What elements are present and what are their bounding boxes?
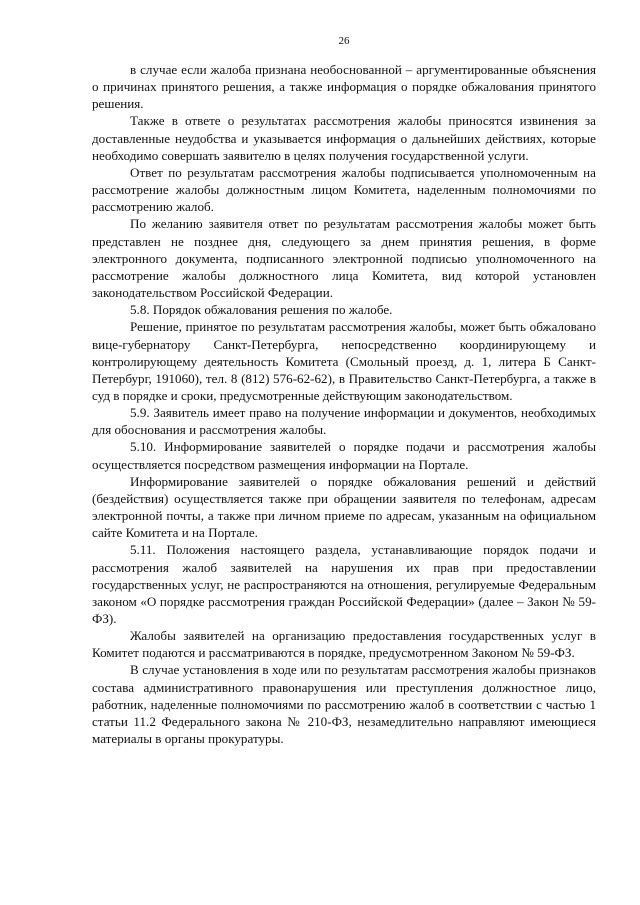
paragraph-prosecution: В случае установления в ходе или по результатам рассмотрения жалобы признаков состава административного правонарушения или преступления должностное лицо, работник, наделенные полномочиями по рассмотрению жалоб в соответствии с частью 1 статьи 11.2 Федерального закона № 210-ФЗ, незамедлительно направляют имеющиеся материалы в органы прокуратуры. <box>92 662 596 747</box>
paragraph-5-8-heading: 5.8. Порядок обжалования решения по жалобе. <box>130 302 393 318</box>
paragraph-5-9: 5.9. Заявитель имеет право на получение информации и документов, необходимых для обоснования и рассмотрения жалобы. <box>92 405 596 438</box>
paragraph-electronic-answer: По желанию заявителя ответ по результатам рассмотрения жалобы может быть представлен не позднее дня, следующего за днем принятия решения, в форме электронного документа, подписанного электронной подписью уполномоченного на рассмотрение жалобы должностного лица Комитета, вид которой установлен законодательством Российской Федерации. <box>92 216 596 301</box>
paragraph-informing: Информирование заявителей о порядке обжалования решений и действий (бездействия) осуществляется также при обращении заявителя по телефонам, адресам электронной почты, а также при личном приеме по адресам, указанным на официальном сайте Комитета и на Портале. <box>92 473 596 541</box>
paragraph-appeal: Решение, принятое по результатам рассмотрения жалобы, может быть обжаловано вице-губернатору Санкт-Петербурга, непосредственно координирующему и контролирующему деятельность Комитета (Смольный проезд, д. 1, литера Б Санкт-Петербург, 191060), тел. 8 (812) 576-62-62), в Правительство Санкт-Петербурга, а также в суд в порядке и сроки, предусмотренные действующим законодательством. <box>92 319 596 403</box>
paragraph-5-10: 5.10. Информирование заявителей о порядке подачи и рассмотрения жалобы осуществляется посредством размещения информации на Портале. <box>92 439 596 472</box>
paragraph-unfounded-complaint: в случае если жалоба признана необоснованной – аргументированные объяснения о причинах принятого решения, а также информация о порядке обжалования принятого решения. <box>92 62 596 112</box>
paragraph-59-fz-complaints: Жалобы заявителей на организацию предоставления государственных услуг в Комитет подаются и рассматриваются в порядке, предусмотренном Законом № 59-ФЗ. <box>92 628 596 661</box>
paragraph-5-11: 5.11. Положения настоящего раздела, устанавливающие порядок подачи и рассмотрения жалоб заявителей на нарушения их прав при предоставлении государственных услуг, не распространяются на отношения, регулируемые Федеральным законом «О порядке рассмотрения граждан Российской Федерации» (далее – Закон № 59-ФЗ). <box>92 542 596 626</box>
paragraph-apology: Также в ответе о результатах рассмотрения жалобы приносятся извинения за доставленные неудобства и указывается информация о дальнейших действиях, которые необходимо совершать заявителю в целях получения государственной услуги. <box>92 113 596 163</box>
page-number: 26 <box>338 35 350 47</box>
paragraph-signature: Ответ по результатам рассмотрения жалобы подписывается уполномоченным на рассмотрение жалобы должностным лицом Комитета, наделенным полномочиями по рассмотрению жалоб. <box>92 164 596 215</box>
